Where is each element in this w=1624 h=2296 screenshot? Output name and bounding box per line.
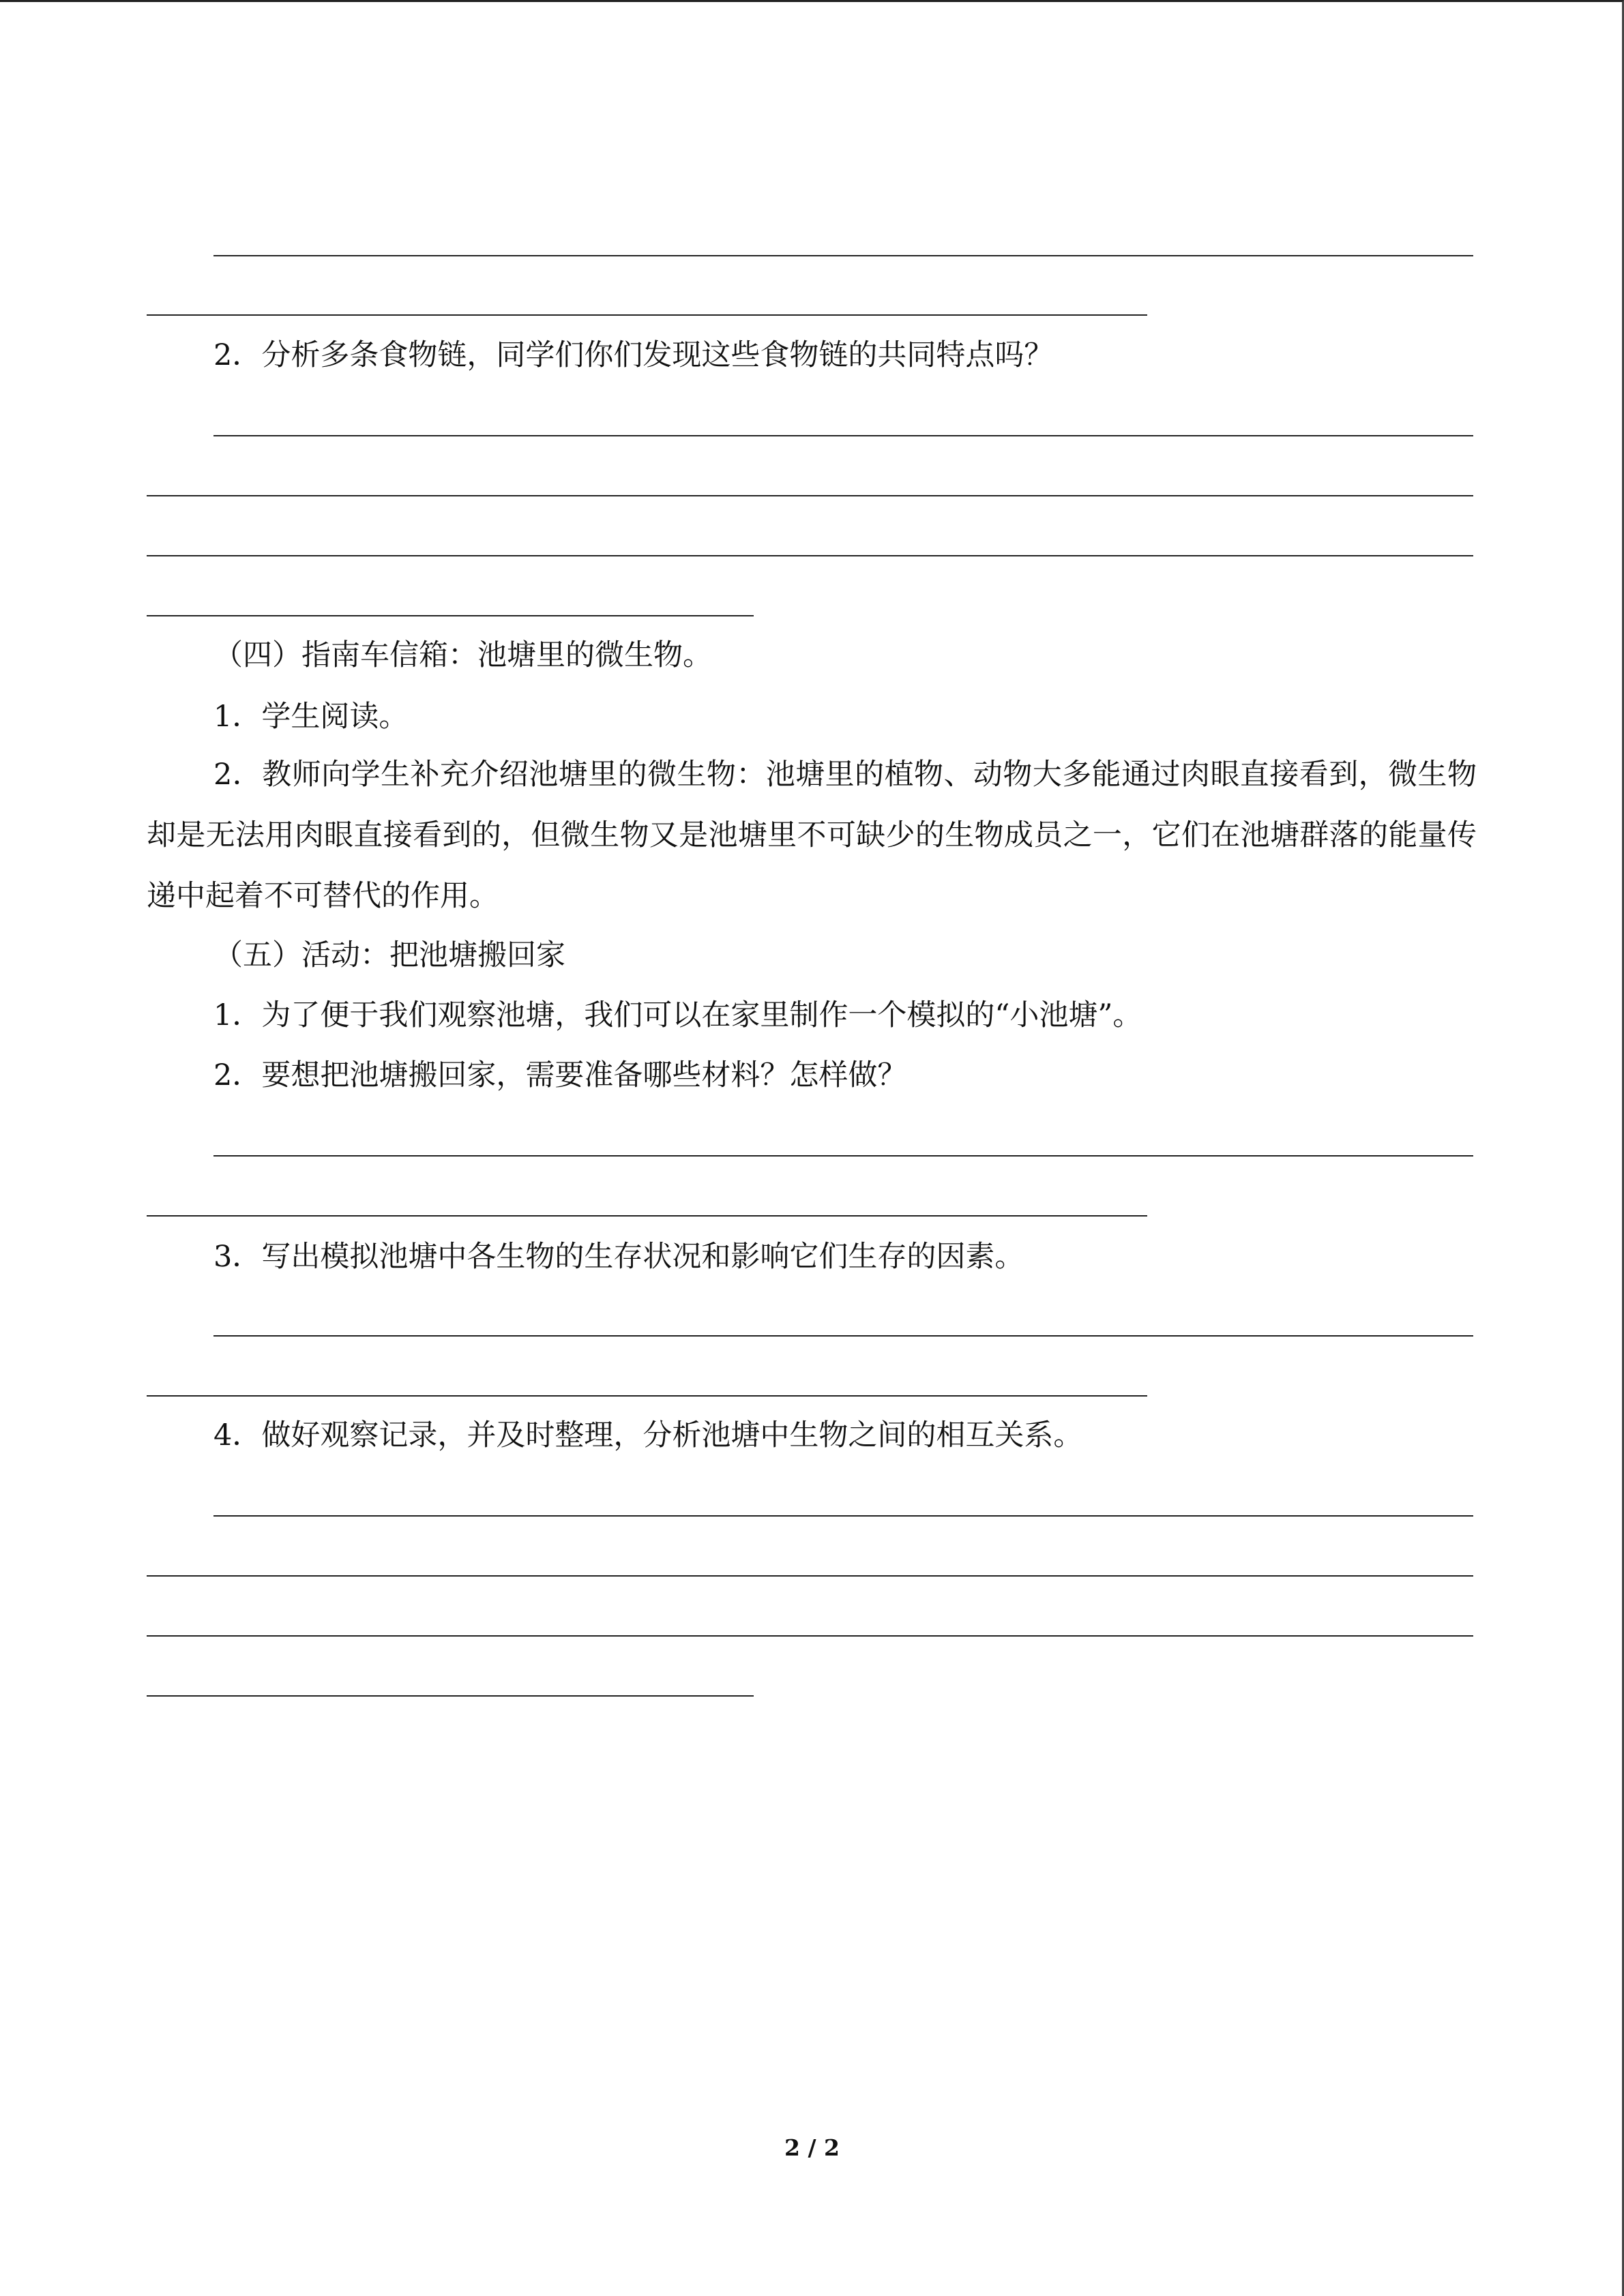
answer-line[interactable]: [213, 435, 1473, 436]
answer-line[interactable]: [213, 255, 1473, 256]
answer-line[interactable]: [147, 495, 1473, 496]
s4-item2: 2．教师向学生补充介绍池塘里的微生物：池塘里的植物、动物大多能通过肉眼直接看到，微生物却是无法用肉眼直接看到的，但微生物又是池塘里不可缺少的生物成员之一，它们在池塘群落的能量传递中起着不可替代的作用。: [147, 758, 1477, 913]
answer-line[interactable]: [147, 314, 1147, 316]
answer-line[interactable]: [213, 1335, 1473, 1337]
answer-line[interactable]: [213, 1515, 1473, 1517]
answer-line[interactable]: [147, 1395, 1147, 1397]
s5-item1: 1．为了便于我们观察池塘，我们可以在家里制作一个模拟的“小池塘”。: [213, 998, 1142, 1032]
q2-prompt: 2．分析多条食物链，同学们你们发现这些食物链的共同特点吗？: [213, 338, 1054, 372]
page-number: 2 / 2: [784, 2134, 840, 2161]
s5-item4: 4．做好观察记录，并及时整理，分析池塘中生物之间的相互关系。: [213, 1418, 1083, 1452]
s5-item2: 2．要想把池塘搬回家，需要准备哪些材料？怎样做？: [213, 1058, 907, 1092]
section4-heading: （四）指南车信箱：池塘里的微生物。: [213, 638, 712, 672]
s4-item1: 1．学生阅读。: [213, 700, 409, 734]
answer-line[interactable]: [213, 1155, 1473, 1157]
answer-line[interactable]: [147, 1635, 1473, 1637]
answer-line[interactable]: [147, 1575, 1473, 1577]
answer-line[interactable]: [147, 1695, 754, 1697]
section5-heading: （五）活动：把池塘搬回家: [213, 938, 565, 972]
s5-item3: 3．写出模拟池塘中各生物的生存状况和影响它们生存的因素。: [213, 1240, 1024, 1274]
answer-line[interactable]: [147, 555, 1473, 556]
answer-line[interactable]: [147, 1215, 1147, 1217]
answer-line[interactable]: [147, 615, 754, 616]
